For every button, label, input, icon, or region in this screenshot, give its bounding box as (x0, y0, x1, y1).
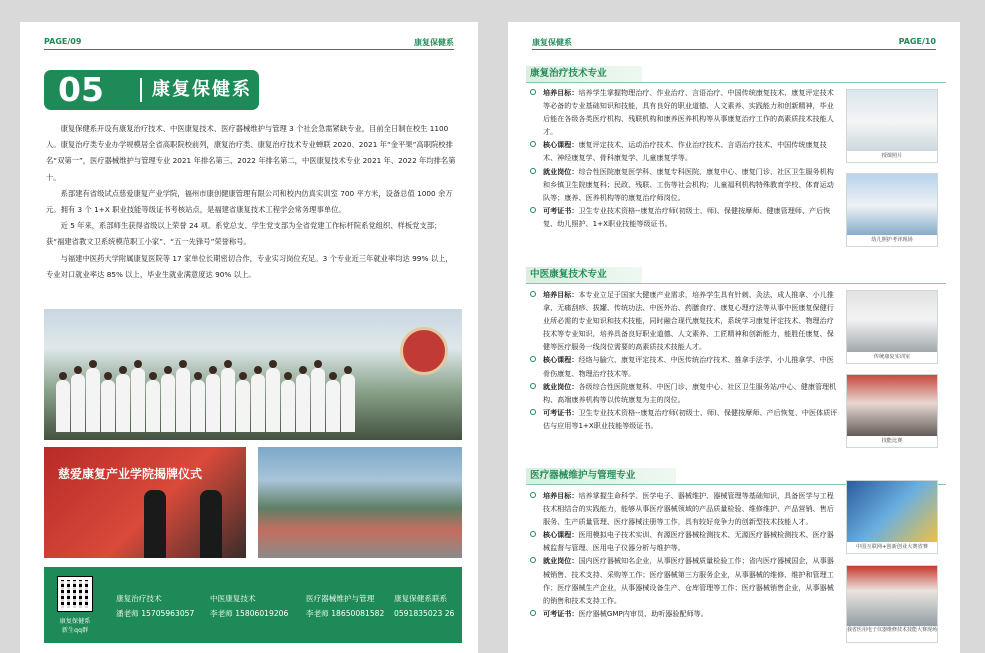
photo-thumbnail (846, 480, 938, 554)
person-figure (131, 368, 145, 432)
item-value: 培养掌握生命科学、医学电子、器械维护、器械管理等基础知识，具备医学与工程技术相结合的实践能力，能够从事医疗器械领域的产品质量检验、维修维护、产品营销、售后服务、生产质量管理、医疗器械注册等工作，具有较好竞争力的创新型技术技能人才。 (543, 491, 834, 527)
list-item (528, 528, 840, 554)
photo-thumbnail (846, 89, 938, 163)
badge-title: 康复保健系 (152, 79, 252, 100)
person-figure (101, 380, 115, 432)
item-key: 培养目标： (543, 290, 579, 299)
person-figure (296, 374, 310, 432)
item-key: 核心课程： (543, 140, 579, 150)
photo-caption: 我省医用电子仪器维修技术技能大赛现场 (847, 626, 937, 642)
item-value: 本专业立足于国家大健康产业需求，培养学生具有针刺、灸法、成人推拿、小儿推拿、无痛刮痧、拔罐、传统功法、中医外治、药膳食疗、康复心理疗法等从事中医康复保健行业所必需的专业知识和技术技能，同时融合现代康复技术，系统学习康复评定技术、物理治疗技术等专业知识，培养具备良好职业道德、人文素养、工匠精神和创新能力，能胜任康复、保健等医疗服务一线岗位需要的高素质技术技能人才。 (543, 290, 834, 352)
person-figure (146, 380, 160, 432)
item-value: 培养学生掌握物理治疗、作业治疗、言语治疗、中国传统康复技术、康复评定技术等必备的专业基础知识和技能，具有良好的职业道德、人文素养、实践能力和创新精神，毕业后能在各级各类医疗机构、残联机构和康养医养机构等从事康复治疗工作的高素质技术技能人才。 (543, 88, 834, 137)
section-title: 康复治疗技术专业 (530, 68, 607, 79)
contact-major: 中医康复技术 (210, 594, 256, 603)
qr-caption: 康复保健系 新生qq群 (59, 618, 91, 634)
item-value: 医疗器械GMP内审员、助听器验配师等。 (578, 608, 708, 618)
list-item (528, 353, 840, 379)
section-rule (526, 283, 946, 284)
right-page (508, 22, 960, 653)
item-key: 核心课程： (543, 355, 579, 365)
list-item (528, 86, 840, 138)
person-figure (191, 380, 205, 432)
person-figure (176, 368, 190, 432)
person-figure (56, 380, 70, 432)
person-figure (326, 380, 340, 432)
bullet-icon (530, 207, 536, 213)
bullet-icon (530, 557, 536, 563)
thumbnail-image (847, 566, 937, 628)
person-figure (341, 374, 355, 432)
header-dept: 康复保健系 (532, 38, 572, 47)
item-key: 就业岗位： (543, 556, 579, 566)
bullet-icon (530, 356, 536, 362)
list-item (528, 165, 840, 204)
qr-code-icon[interactable] (58, 577, 92, 611)
person-figure (221, 368, 235, 432)
intro-paragraph: 近 5 年来，系部师生获得省级以上荣誉 24 项。系党总支、学生党支部为全省党建工作标杆院系党组织、样板党支部；获“福建省教文卫系统模范职工小家”、“五一先锋号”荣誉称号。 (46, 221, 442, 247)
item-value: 卫生专业技术资格--康复治疗师(初级士、师)、保健按摩师、健康管理师、产后恢复、幼儿照护、1+X职业技能等级证书。 (543, 205, 831, 228)
photo-thumbnail (846, 565, 938, 643)
item-value: 康复评定技术、运动治疗技术、作业治疗技术、言语治疗技术、中国传统康复技术、神经康复学、骨科康复学、儿童康复学等。 (543, 140, 827, 163)
person-figure (236, 380, 250, 432)
contact-major: 康复治疗技术 (116, 594, 162, 603)
photo-caption: 幼儿照护考评现场 (847, 235, 937, 246)
thumbnail-image (847, 375, 937, 438)
group-people (56, 362, 352, 432)
intro-text (46, 121, 456, 283)
page-number: PAGE/10 (898, 37, 936, 46)
person-figure (281, 380, 295, 432)
person-figure (86, 368, 100, 432)
thumbnail-image (847, 174, 937, 237)
person-figure (116, 374, 130, 432)
contact-major: 医疗器械维护与管理 (306, 594, 375, 603)
item-key: 就业岗位： (543, 166, 579, 176)
bullet-icon (530, 291, 536, 297)
section-title: 医疗器械维护与管理专业 (530, 470, 636, 481)
thumbnail-image (847, 481, 937, 544)
photo-caption: 授课照片 (847, 151, 937, 162)
item-key: 可考证书： (543, 205, 579, 215)
header-dept: 康复保健系 (414, 38, 454, 47)
contact-phone: 潘老师 15705963057 (116, 609, 195, 618)
person-figure (251, 374, 265, 432)
bullet-icon (530, 610, 536, 616)
page-header-right (532, 36, 936, 50)
list-item (528, 554, 840, 606)
person-figure (144, 490, 166, 558)
college-seal-sign (400, 327, 448, 375)
photo-caption: 中国互联网+创新创业大赛省赛 (847, 542, 937, 553)
intro-paragraph: 系部建有省级试点慈爱康复产业学院，福州市康创健康管理有限公司和校内仿真实训室 700 平方米，设备总值 1000 余万元。拥有 3 个 1+X 职业技能等级证书考核站点，是福建省康复技术工程学会常务理事单位。 (46, 188, 453, 215)
list-item (528, 607, 840, 620)
contact-phone: 李老师 15806019206 (210, 609, 289, 618)
item-value: 经络与腧穴、康复评定技术、中医传统治疗技术、推拿手法学、小儿推拿学、中医骨伤康复、物理治疗技术等。 (543, 355, 834, 378)
bullet-icon (530, 168, 536, 174)
badge-number: 05 (58, 70, 104, 109)
photo-caption: 传统康复实训室 (847, 352, 937, 363)
photo-thumbnail (846, 374, 938, 448)
building-photo (258, 447, 462, 558)
thumbnail-image (847, 90, 937, 153)
person-figure (206, 374, 220, 432)
intro-paragraph: 康复保健系开设有康复治疗技术、中医康复技术、医疗器械维护与管理 3 个社会急需紧缺专业，目前全日制在校生 1100 人。康复治疗类专业办学规模居全省高职院校前列，康复治疗类、康复治疗技术专业蝉联 2020、2021 年“金平果”高职院校排名“双第一”，医疗器械维护与管理专业 2021 年排名第三、2022 年排名第二，中医康复技术专业 2021 年、2022 年均排名第十。 (46, 124, 456, 182)
list-item (528, 138, 840, 164)
bullet-icon (530, 383, 536, 389)
contact-footer (44, 567, 462, 643)
contact-phone: 0591835023 26 (394, 609, 455, 618)
page-number: PAGE/09 (44, 37, 82, 46)
item-key: 培养目标： (543, 491, 579, 500)
person-figure (200, 490, 222, 558)
person-figure (161, 374, 175, 432)
ceremony-banner: 慈爱康复产业学院揭牌仪式 (58, 467, 203, 481)
contact-item (116, 591, 194, 621)
group-photo (44, 309, 462, 440)
item-value: 医用模拟电子技术实训、有源医疗器械检测技术、无源医疗器械检测技术、医疗器械监督与管理、医用电子仪器分析与维护等。 (543, 530, 834, 553)
intro-paragraph: 与福建中医药大学附属康复医院等 17 家单位长期密切合作，专业实习岗位充足。3 个专业近三年就业率均达 99% 以上，专业对口就业率达 85% 以上，毕业生就业满意度达 90% 以上。 (46, 253, 453, 279)
list-item (528, 380, 840, 406)
item-value: 国内医疗器械知名企业，从事医疗器械质量检验工作；省内医疗器械国企，从事器械销售、技术支持、采购等工作；医疗器械第三方服务企业，从事器械的维修、维护和管理工作；医疗器械生产企业，从事器械设备生产、仓库管理等工作；医疗器械销售企业，从事器械的销售和技术支持工作。 (543, 556, 834, 605)
contact-item (306, 591, 384, 621)
section-items (528, 86, 840, 230)
ceremony-photo (44, 447, 246, 558)
item-key: 可考证书： (543, 407, 579, 417)
list-item (528, 204, 840, 230)
thumbnail-image (847, 291, 937, 354)
left-page (20, 22, 478, 653)
contact-major: 康复保健系联系 (394, 594, 448, 603)
section-rule (526, 82, 946, 83)
item-key: 可考证书： (543, 608, 579, 618)
photo-thumbnail (846, 173, 938, 247)
photo-caption: 技能比赛 (847, 436, 937, 447)
contact-phone: 李老师 18650081582 (306, 609, 385, 618)
item-value: 综合性医院康复医学科、康复专科医院、康复中心、康复门诊、社区卫生服务机构和乡镇卫生院康复科；民政、残联、工伤等社会机构；儿童福利机构特殊教育学校、体育运动队等；康养、医养机构等的康复治疗师岗位。 (543, 166, 834, 202)
person-figure (311, 368, 325, 432)
bullet-icon (530, 531, 536, 537)
contact-item (210, 591, 288, 621)
list-item (528, 489, 840, 528)
badge-divider (140, 78, 142, 102)
item-value: 各级综合性医院康复科、中医门诊、康复中心、社区卫生服务站/中心、健康管理机构、高端康养机构等以传统康复为主的岗位。 (543, 381, 837, 404)
person-figure (71, 374, 85, 432)
section-badge (44, 70, 259, 110)
section-items (528, 288, 840, 432)
item-key: 培养目标： (543, 88, 579, 97)
bullet-icon (530, 409, 536, 415)
contact-item (394, 591, 454, 621)
bullet-icon (530, 141, 536, 147)
item-value: 卫生专业技术资格--康复治疗师(初级士、师)、保健按摩师、产后恢复、中医体质评估与应用等1+X职业技能等级证书。 (543, 407, 838, 430)
section-title: 中医康复技术专业 (530, 269, 607, 280)
item-key: 核心课程： (543, 530, 579, 540)
photo-thumbnail (846, 290, 938, 364)
list-item (528, 406, 840, 432)
bullet-icon (530, 89, 536, 95)
page-header-left (44, 36, 454, 50)
person-figure (266, 368, 280, 432)
item-key: 就业岗位： (543, 381, 579, 391)
bullet-icon (530, 492, 536, 498)
section-items (528, 489, 840, 620)
list-item (528, 288, 840, 353)
